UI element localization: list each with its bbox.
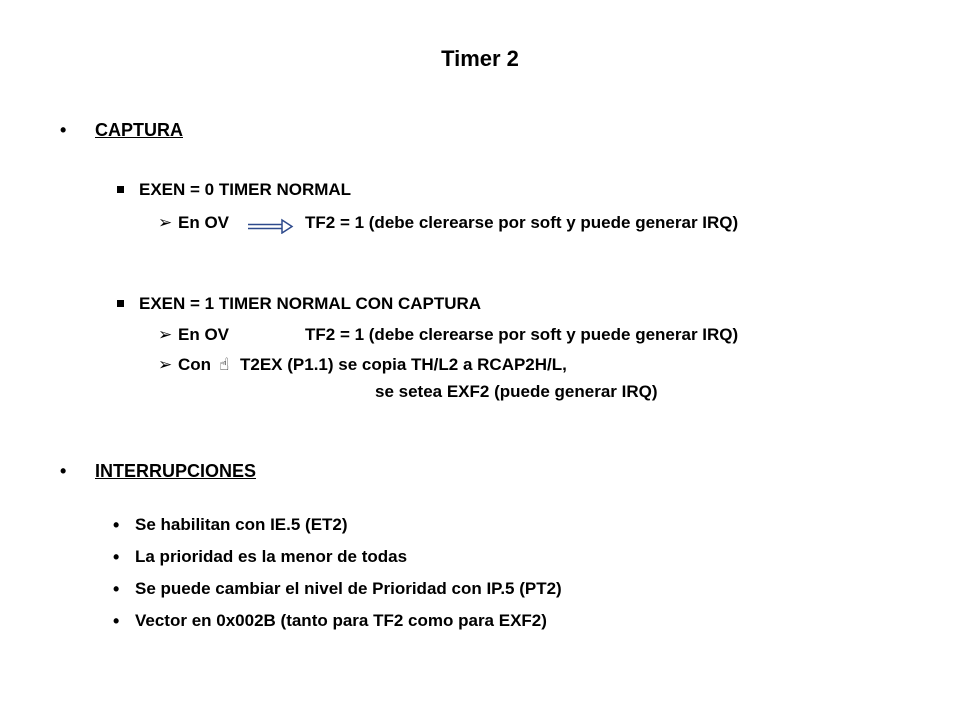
hand-pointer-icon: ☝	[219, 355, 230, 374]
captura-heading: CAPTURA	[95, 120, 183, 140]
exen1-ov-prefix: En OV	[178, 325, 230, 344]
exen1-con-prefix: Con	[178, 355, 212, 374]
exen1-con-text: T2EX (P1.1) se copia TH/L2 a RCAP2H/L,	[240, 355, 567, 374]
bullet-icon: •	[60, 120, 67, 140]
square-bullet-icon	[117, 300, 124, 307]
slide-title: Timer 2	[441, 46, 519, 71]
exen0-label: EXEN = 0 TIMER NORMAL	[139, 180, 352, 199]
exen1-label: EXEN = 1 TIMER NORMAL CON CAPTURA	[139, 294, 482, 313]
exen0-ov-prefix: En OV	[178, 213, 230, 232]
right-arrow-icon	[246, 218, 294, 234]
exen1-con-text2: se setea EXF2 (puede generar IRQ)	[375, 382, 658, 401]
bullet-icon: •	[60, 461, 67, 481]
square-bullet-icon	[117, 186, 124, 193]
bullet-icon: •	[113, 547, 120, 567]
bullet-icon: •	[113, 579, 120, 599]
list-item: Se puede cambiar el nivel de Prioridad con IP.5 (PT2)	[135, 579, 562, 598]
list-item: La prioridad es la menor de todas	[135, 547, 408, 566]
arrow-bullet-icon: ➢	[158, 325, 173, 344]
list-item: Vector en 0x002B (tanto para TF2 como para EXF2)	[135, 611, 547, 630]
bullet-icon: •	[113, 611, 120, 631]
exen0-ov-text: TF2 = 1 (debe clerearse por soft y puede generar IRQ)	[305, 213, 739, 232]
arrow-bullet-icon: ➢	[158, 355, 173, 374]
exen1-ov-text: TF2 = 1 (debe clerearse por soft y puede generar IRQ)	[305, 325, 739, 344]
bullet-icon: •	[113, 515, 120, 535]
list-item: Se habilitan con IE.5 (ET2)	[135, 515, 348, 534]
arrow-bullet-icon: ➢	[158, 213, 173, 232]
interrupciones-heading: INTERRUPCIONES	[95, 461, 257, 481]
